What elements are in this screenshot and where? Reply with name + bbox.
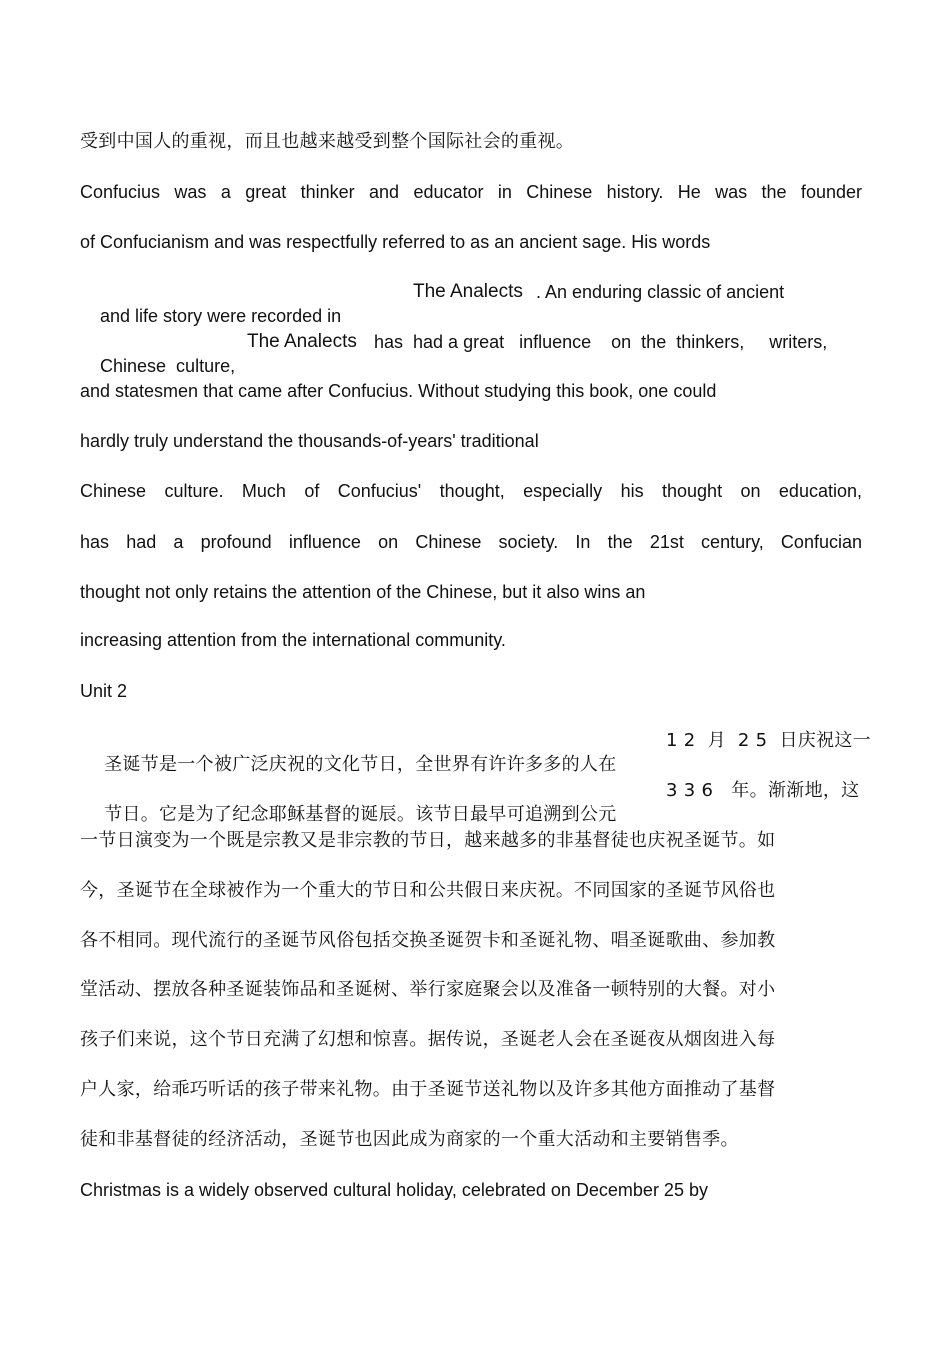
text-run: Chinese culture, <box>100 356 236 376</box>
paragraph-line: increasing attention from the international community. <box>80 630 506 650</box>
paragraph-line: Chinese culture. Much of Confucius' thought, especially his thought on education, <box>80 481 862 501</box>
paragraph-line: 一节日演变为一个既是宗教又是非宗教的节日，越来越多的非基督徒也庆祝圣诞节。如 <box>80 830 776 851</box>
book-title: The Analects <box>413 281 523 302</box>
paragraph-line <box>80 779 860 875</box>
paragraph-line: 徒和非基督徒的经济活动，圣诞节也因此成为商家的一个重大活动和主要销售季。 <box>80 1129 739 1150</box>
text-run: 圣诞节是一个被广泛庆祝的文化节日，全世界有许许多多的人在 <box>104 754 617 775</box>
paragraph-line: 堂活动、摆放各种圣诞装饰品和圣诞树、举行家庭聚会以及准备一顿特别的大餐。对小 <box>80 979 776 1000</box>
paragraph-line: Confucius was a great thinker and educator in Chinese history. He was the founder <box>80 182 862 202</box>
paragraph-line: 今，圣诞节在全球被作为一个重大的节日和公共假日来庆祝。不同国家的圣诞节风俗也 <box>80 880 776 901</box>
date-run: 1 2 月 2 5 日庆祝这一 <box>666 730 871 751</box>
text-run: has had a great influence on the thinkers, writers, <box>374 332 828 352</box>
paragraph-line: 受到中国人的重视，而且也越来越受到整个国际社会的重视。 <box>80 131 575 152</box>
paragraph-line: of Confucianism and was respectfully referred to as an ancient sage. His words <box>80 232 711 252</box>
text-run: and life story were recorded in <box>100 306 342 326</box>
text-run: . An enduring classic of ancient <box>536 282 785 302</box>
paragraph-line: hardly truly understand the thousands-of-years' traditional <box>80 431 539 451</box>
paragraph-line: 孩子们来说，这个节日充满了幻想和惊喜。据传说，圣诞老人会在圣诞夜从烟囱进入每 <box>80 1029 776 1050</box>
paragraph-line: has had a profound influence on Chinese society. In the 21st century, Confucian <box>80 532 862 552</box>
text-run: 节日。它是为了纪念耶稣基督的诞辰。该节日最早可追溯到公元 <box>104 804 617 825</box>
paragraph-line: thought not only retains the attention of the Chinese, but it also wins an <box>80 582 646 602</box>
section-heading: Unit 2 <box>80 681 128 701</box>
year-run: 3 3 6 年。渐渐地，这 <box>666 780 860 801</box>
paragraph-line: and statesmen that came after Confucius. Without studying this book, one could <box>80 381 717 401</box>
book-title: The Analects <box>247 331 357 352</box>
paragraph-line: 各不相同。现代流行的圣诞节风俗包括交换圣诞贺卡和圣诞礼物、唱圣诞歌曲、参加教 <box>80 930 776 951</box>
paragraph-line: 户人家，给乖巧听话的孩子带来礼物。由于圣诞节送礼物以及许多其他方面推动了基督 <box>80 1079 776 1100</box>
paragraph-line: Christmas is a widely observed cultural holiday, celebrated on December 25 by <box>80 1180 708 1200</box>
